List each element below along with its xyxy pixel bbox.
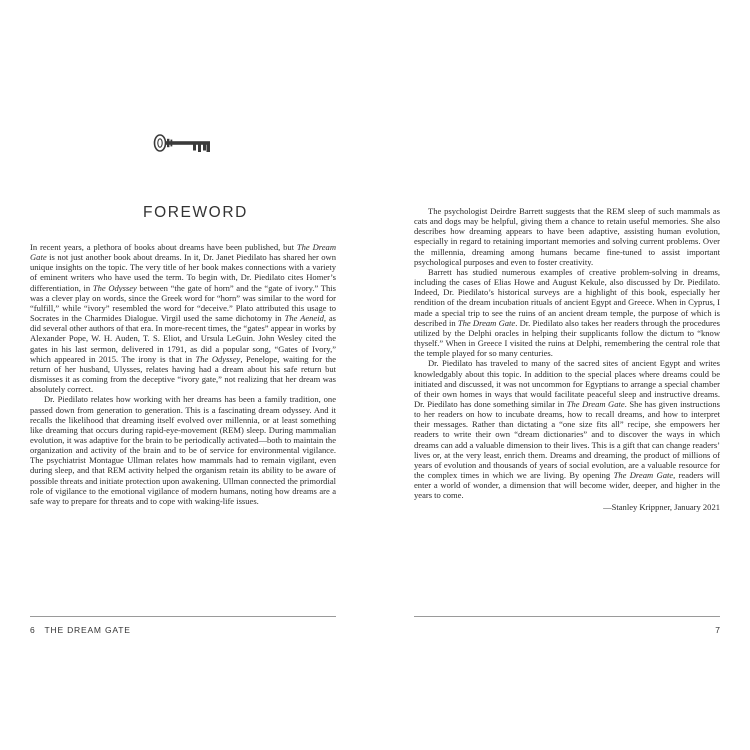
paragraph xyxy=(30,394,336,506)
key-icon xyxy=(152,130,212,160)
paragraph xyxy=(30,242,336,394)
paragraph xyxy=(414,206,720,267)
italic-title: The Odyssey xyxy=(195,353,241,364)
right-body-text xyxy=(414,206,720,512)
footer-divider xyxy=(30,616,336,617)
italic-title: The Dream Gate xyxy=(457,317,516,328)
page-number: 6 xyxy=(30,625,36,635)
text-run: , readers will enter a world of wonder, a dimension that will become wider, deeper, and higher in the years to come. xyxy=(414,470,720,501)
page-number: 7 xyxy=(715,625,720,635)
text-run: , as did several other authors of that era. In more-recent times, the “gates” appear in works by Alexander Pope, W. H. Auden, T. S. Eliot, and Ursula LeGuin. John Wesley cited the gates in his last sermon, delivered in 1791, as did a popular song, “Gates of Ivory,” which appeared in 2015. The irony is that in xyxy=(30,313,336,364)
text-run: Dr. Piedilato has traveled to many of the sacred sites of ancient Egypt and writes knowledgably about this topic. In addition to the special places where dreams could be initiated and discussed, it was not uncommon for Egyptians to arrange a special chamber of their own homes in ways that would facilitate peaceful sleep and instructive dreams. Dr. Piedilato has done something similar in xyxy=(414,358,720,409)
text-run: is not just another book about dreams. In it, Dr. Janet Piedilato has shared her own unique insights on the topic. The very title of her book makes connections with a variety of eminent writers who have used the term. To begin with, Dr. Piedilato cites Homer’s differentiation, in xyxy=(30,252,336,293)
signature: —Stanley Krippner, January 2021 xyxy=(603,501,720,512)
page-title: FOREWORD xyxy=(143,204,248,221)
running-title: THE DREAM GATE xyxy=(44,625,131,635)
text-run: The psychologist Deirdre Barrett suggests that the REM sleep of such mammals as cats and dogs may be helpful, giving them a chance to retain useful memories. She also describes how dreaming appears to have been adaptive, assisting human evolution, especially in regard to retaining important memories and solving current problems. Over the millennia, dreaming among humans became fine-tuned to assist important psychological purposes and even to foster creativity. xyxy=(414,206,720,267)
italic-title: The Dream Gate xyxy=(613,470,674,481)
text-run: In recent years, a plethora of books about dreams have been published, but xyxy=(30,242,297,252)
text-run: . Dr. Piedilato also takes her readers through the procedures utilized by the Delphi oracles in helping their supplicants follow the dictum to “know thyself.” When in Greece I visited the ruins at Delphi, remembering the central role that the temple played for so many centuries. xyxy=(414,317,721,359)
italic-title: The Dream Gate xyxy=(30,242,336,263)
text-run: Barrett has studied numerous examples of creative problem-solving in dreams, including the cases of Elias Howe and August Kekule, also discussed by Dr. Piedilato. Indeed, Dr. Piedilato’s historical surveys are a highlight of this book, especially her rendition of the dream incubation rituals of ancient Egypt and Greece. When in Cyprus, I made a special trip to see the ruins of an ancient dream temple, the purpose of which is described in xyxy=(414,266,720,328)
text-run: Dr. Piedilato relates how working with her dreams has been a family tradition, one passed down from generation to generation. This is a fascinating dream odyssey. And it recalls the likelihood that dreaming itself evolved over millennia, or at least something like dreaming that occurs during rapid-eye-movement (REM) sleep. During mammalian evolution, it was adaptive for the brain to be periodically activated—both to maintain the organization and activity of the brain and to be of service for environmental vigilance. The psychiatrist Montague Ullman relates how mammals had to remain vigilant, even during sleep, and that REM activity helped the organism retain its ability to be aware of possible threats and initiate protection upon awakening. Ullman connected the primordial role of vigilance to the emotional vigilance of modern humans, noting how dreams are a safe way to prepare for threats and to cope with waking-life issues. xyxy=(30,394,336,506)
running-footer xyxy=(30,625,131,635)
text-run: between “the gate of horn” and the “gate of ivory.” This was a clever play on words, since the Greek word for “horn” was similar to the word for “fulfill,” while “ivory” resembled the word for “deceive.” Plato attributed this usage to Socrates in the Charmides Dialogue. Virgil used the same dichotomy in xyxy=(30,282,336,324)
left-body-text xyxy=(30,242,336,506)
paragraph xyxy=(414,358,720,500)
italic-title: The Dream Gate xyxy=(566,398,625,409)
text-run: . She has given instructions to her readers on how to incubate dreams, how to recall dreams, and how to interpret their messages. Rather than dictating a “one size fits all” recipe, she empowers her readers to write their own “dream dictionaries” and to discover the ways in which dreams can add a valuable dimension to their lives. This is a gift that can change readers’ lives or, at the very least, enrich them. Dreams and dreaming, the product of millions of years of evolution and thousands of years of social evolution, are a valuable resource for the complex times in which we are living. By opening xyxy=(414,398,720,481)
italic-title: The Odyssey xyxy=(92,282,137,293)
footer-divider xyxy=(414,616,720,617)
italic-title: The Aeneid xyxy=(284,313,324,324)
text-run: , Penelope, waiting for the return of her husband, Ulysses, relates having had a dream about his safe return but dismisses it as coming from the deceptive “ivory gate,” not realizing that her dream was absolutely correct. xyxy=(30,353,336,395)
paragraph xyxy=(414,267,720,358)
